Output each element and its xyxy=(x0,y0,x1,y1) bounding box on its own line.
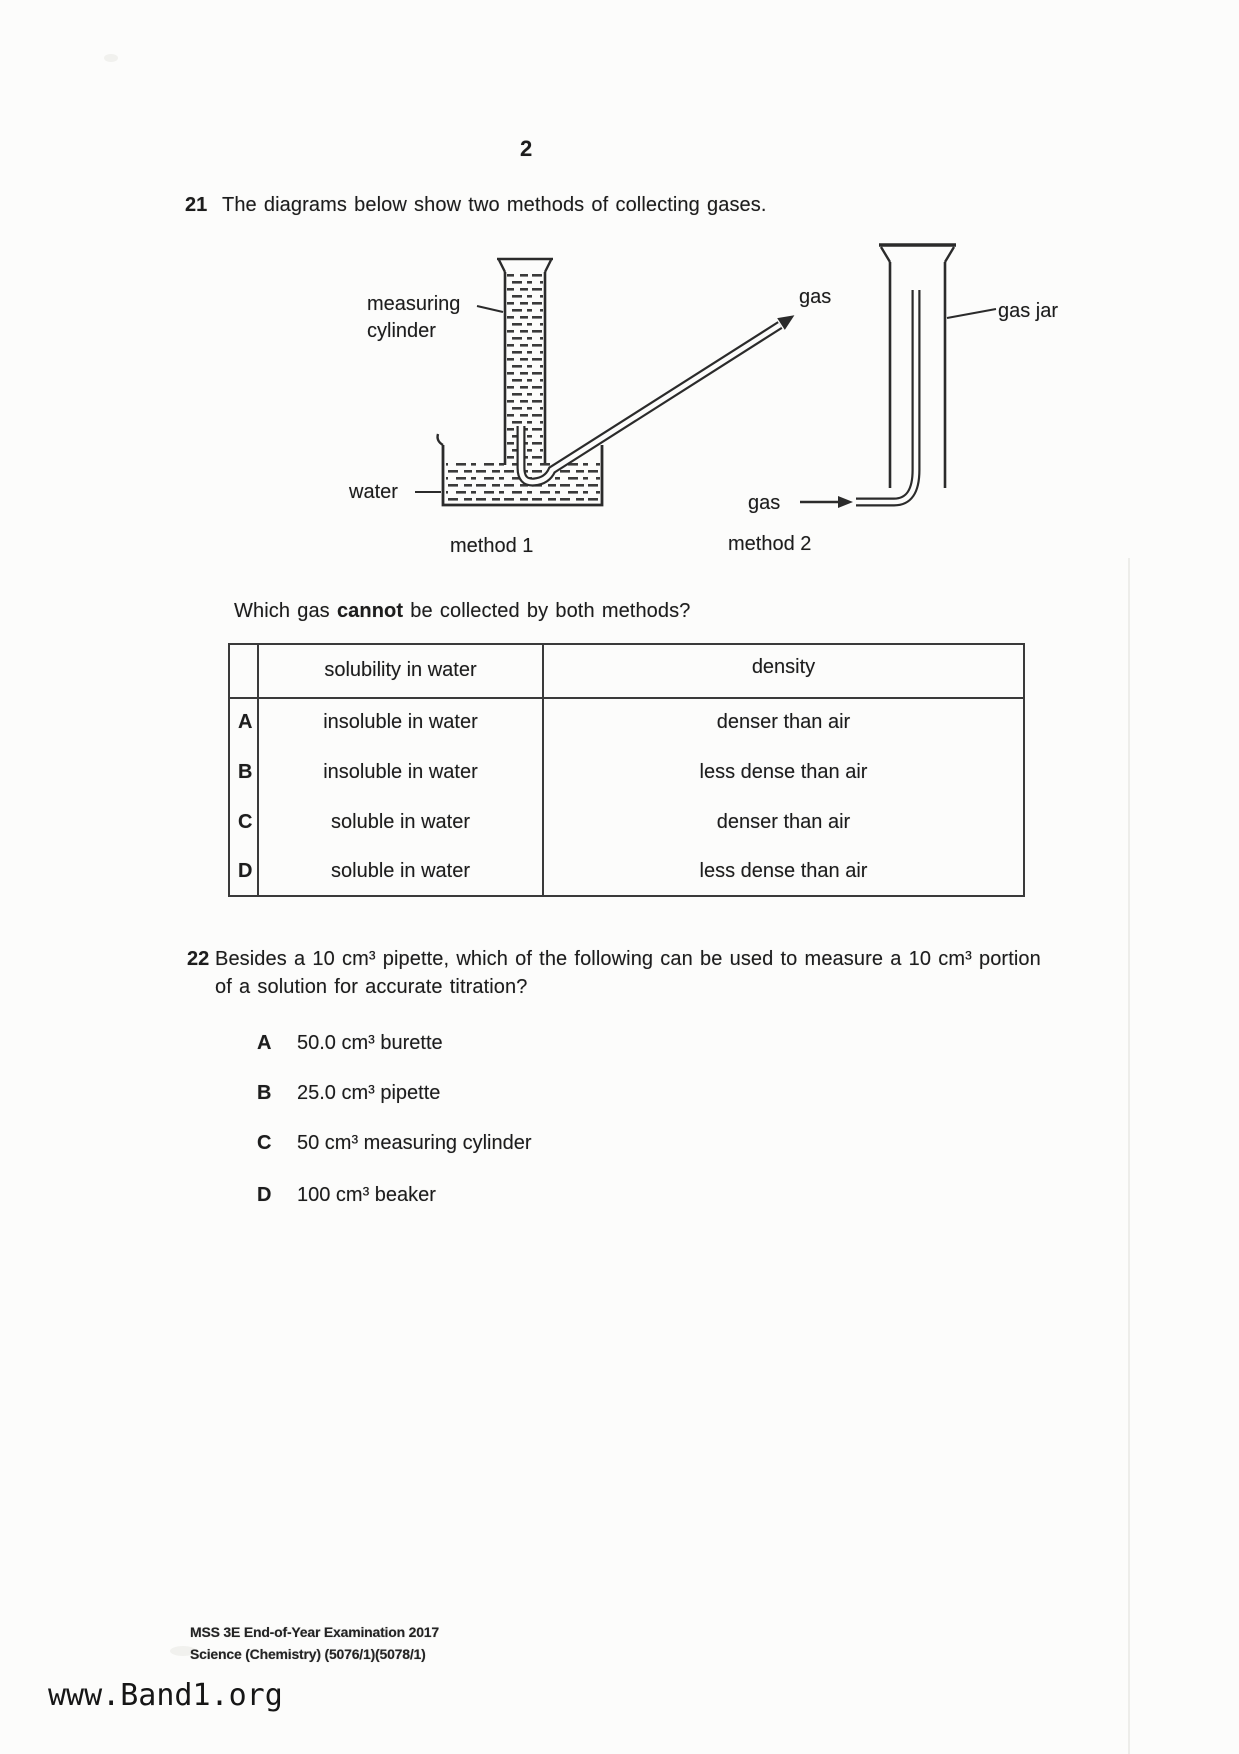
q22-number: 22 xyxy=(187,948,210,970)
option-letter: A xyxy=(257,1032,272,1054)
q21-ask-pre: Which gas xyxy=(234,600,337,622)
footer-exam-title: MSS 3E End-of-Year Examination 2017 xyxy=(190,1624,439,1640)
watermark-url: www.Band1.org xyxy=(48,1678,283,1713)
option-letter: B xyxy=(238,761,253,783)
measuring-cylinder-pointer-line xyxy=(477,306,503,312)
cell-solubility: insoluble in water xyxy=(323,711,478,733)
q21-text: The diagrams below show two methods of collecting gases. xyxy=(222,194,767,216)
table-row xyxy=(230,799,1023,849)
q22-text-line1: Besides a 10 cm³ pipette, which of the following can be used to measure a 10 cm³ portion xyxy=(215,948,1041,970)
cylinder-rim xyxy=(497,259,553,272)
option-letter: A xyxy=(238,711,253,733)
jar-inlet-tube-bore xyxy=(856,290,916,502)
table-row xyxy=(230,848,1023,898)
cell-density: denser than air xyxy=(716,711,851,733)
measuring-cylinder-label-line1: measuring xyxy=(367,293,461,315)
cell-density: denser than air xyxy=(716,811,851,833)
option-letter: D xyxy=(238,860,253,882)
page-number: 2 xyxy=(520,136,533,161)
method1-diagram xyxy=(415,259,798,505)
q21-number: 21 xyxy=(185,194,208,216)
option-letter: D xyxy=(257,1184,272,1206)
q21-options-table xyxy=(228,643,1025,897)
gas-collection-diagram xyxy=(0,230,1100,560)
water-label: water xyxy=(349,481,398,503)
option-text: 25.0 cm³ pipette xyxy=(297,1082,441,1104)
scan-edge-line xyxy=(1128,558,1130,1754)
method1-caption: method 1 xyxy=(450,535,534,557)
option-text: 50.0 cm³ burette xyxy=(297,1032,443,1054)
option-text: 50 cm³ measuring cylinder xyxy=(297,1132,532,1154)
gas-jar-rim-sides xyxy=(881,247,954,262)
cell-solubility: insoluble in water xyxy=(323,761,478,783)
jar-inlet-tube-shape xyxy=(856,290,916,502)
q21-ask-post: be collected by both methods? xyxy=(403,600,691,622)
option-letter: C xyxy=(238,811,253,833)
q21-ask-bold: cannot xyxy=(336,600,404,622)
q22-text-line2: of a solution for accurate titration? xyxy=(215,976,528,998)
header-density: density xyxy=(751,656,816,678)
option-text: 100 cm³ beaker xyxy=(297,1184,436,1206)
cell-solubility: soluble in water xyxy=(331,811,470,833)
gas-label-method1: gas xyxy=(799,286,832,308)
table-row xyxy=(230,699,1023,749)
cell-density: less dense than air xyxy=(699,860,868,882)
gas-jar-label: gas jar xyxy=(998,300,1059,322)
table-header-row xyxy=(230,645,1023,697)
gas-jar-pointer-line xyxy=(947,309,996,318)
table-row xyxy=(230,749,1023,799)
cell-density: less dense than air xyxy=(699,761,868,783)
option-letter: B xyxy=(257,1082,272,1104)
method2-caption: method 2 xyxy=(728,533,812,555)
measuring-cylinder-label-line2: cylinder xyxy=(367,320,436,342)
footer-subject-code: Science (Chemistry) (5076/1)(5078/1) xyxy=(190,1646,426,1662)
trough-lip xyxy=(438,434,443,445)
option-letter: C xyxy=(257,1132,272,1154)
gas-in-arrow xyxy=(838,496,853,508)
gas-label-method2: gas xyxy=(748,492,781,514)
q21-ask xyxy=(234,598,690,624)
header-solubility: solubility in water xyxy=(324,659,477,681)
scan-smudge xyxy=(104,54,118,62)
cell-solubility: soluble in water xyxy=(331,860,470,882)
